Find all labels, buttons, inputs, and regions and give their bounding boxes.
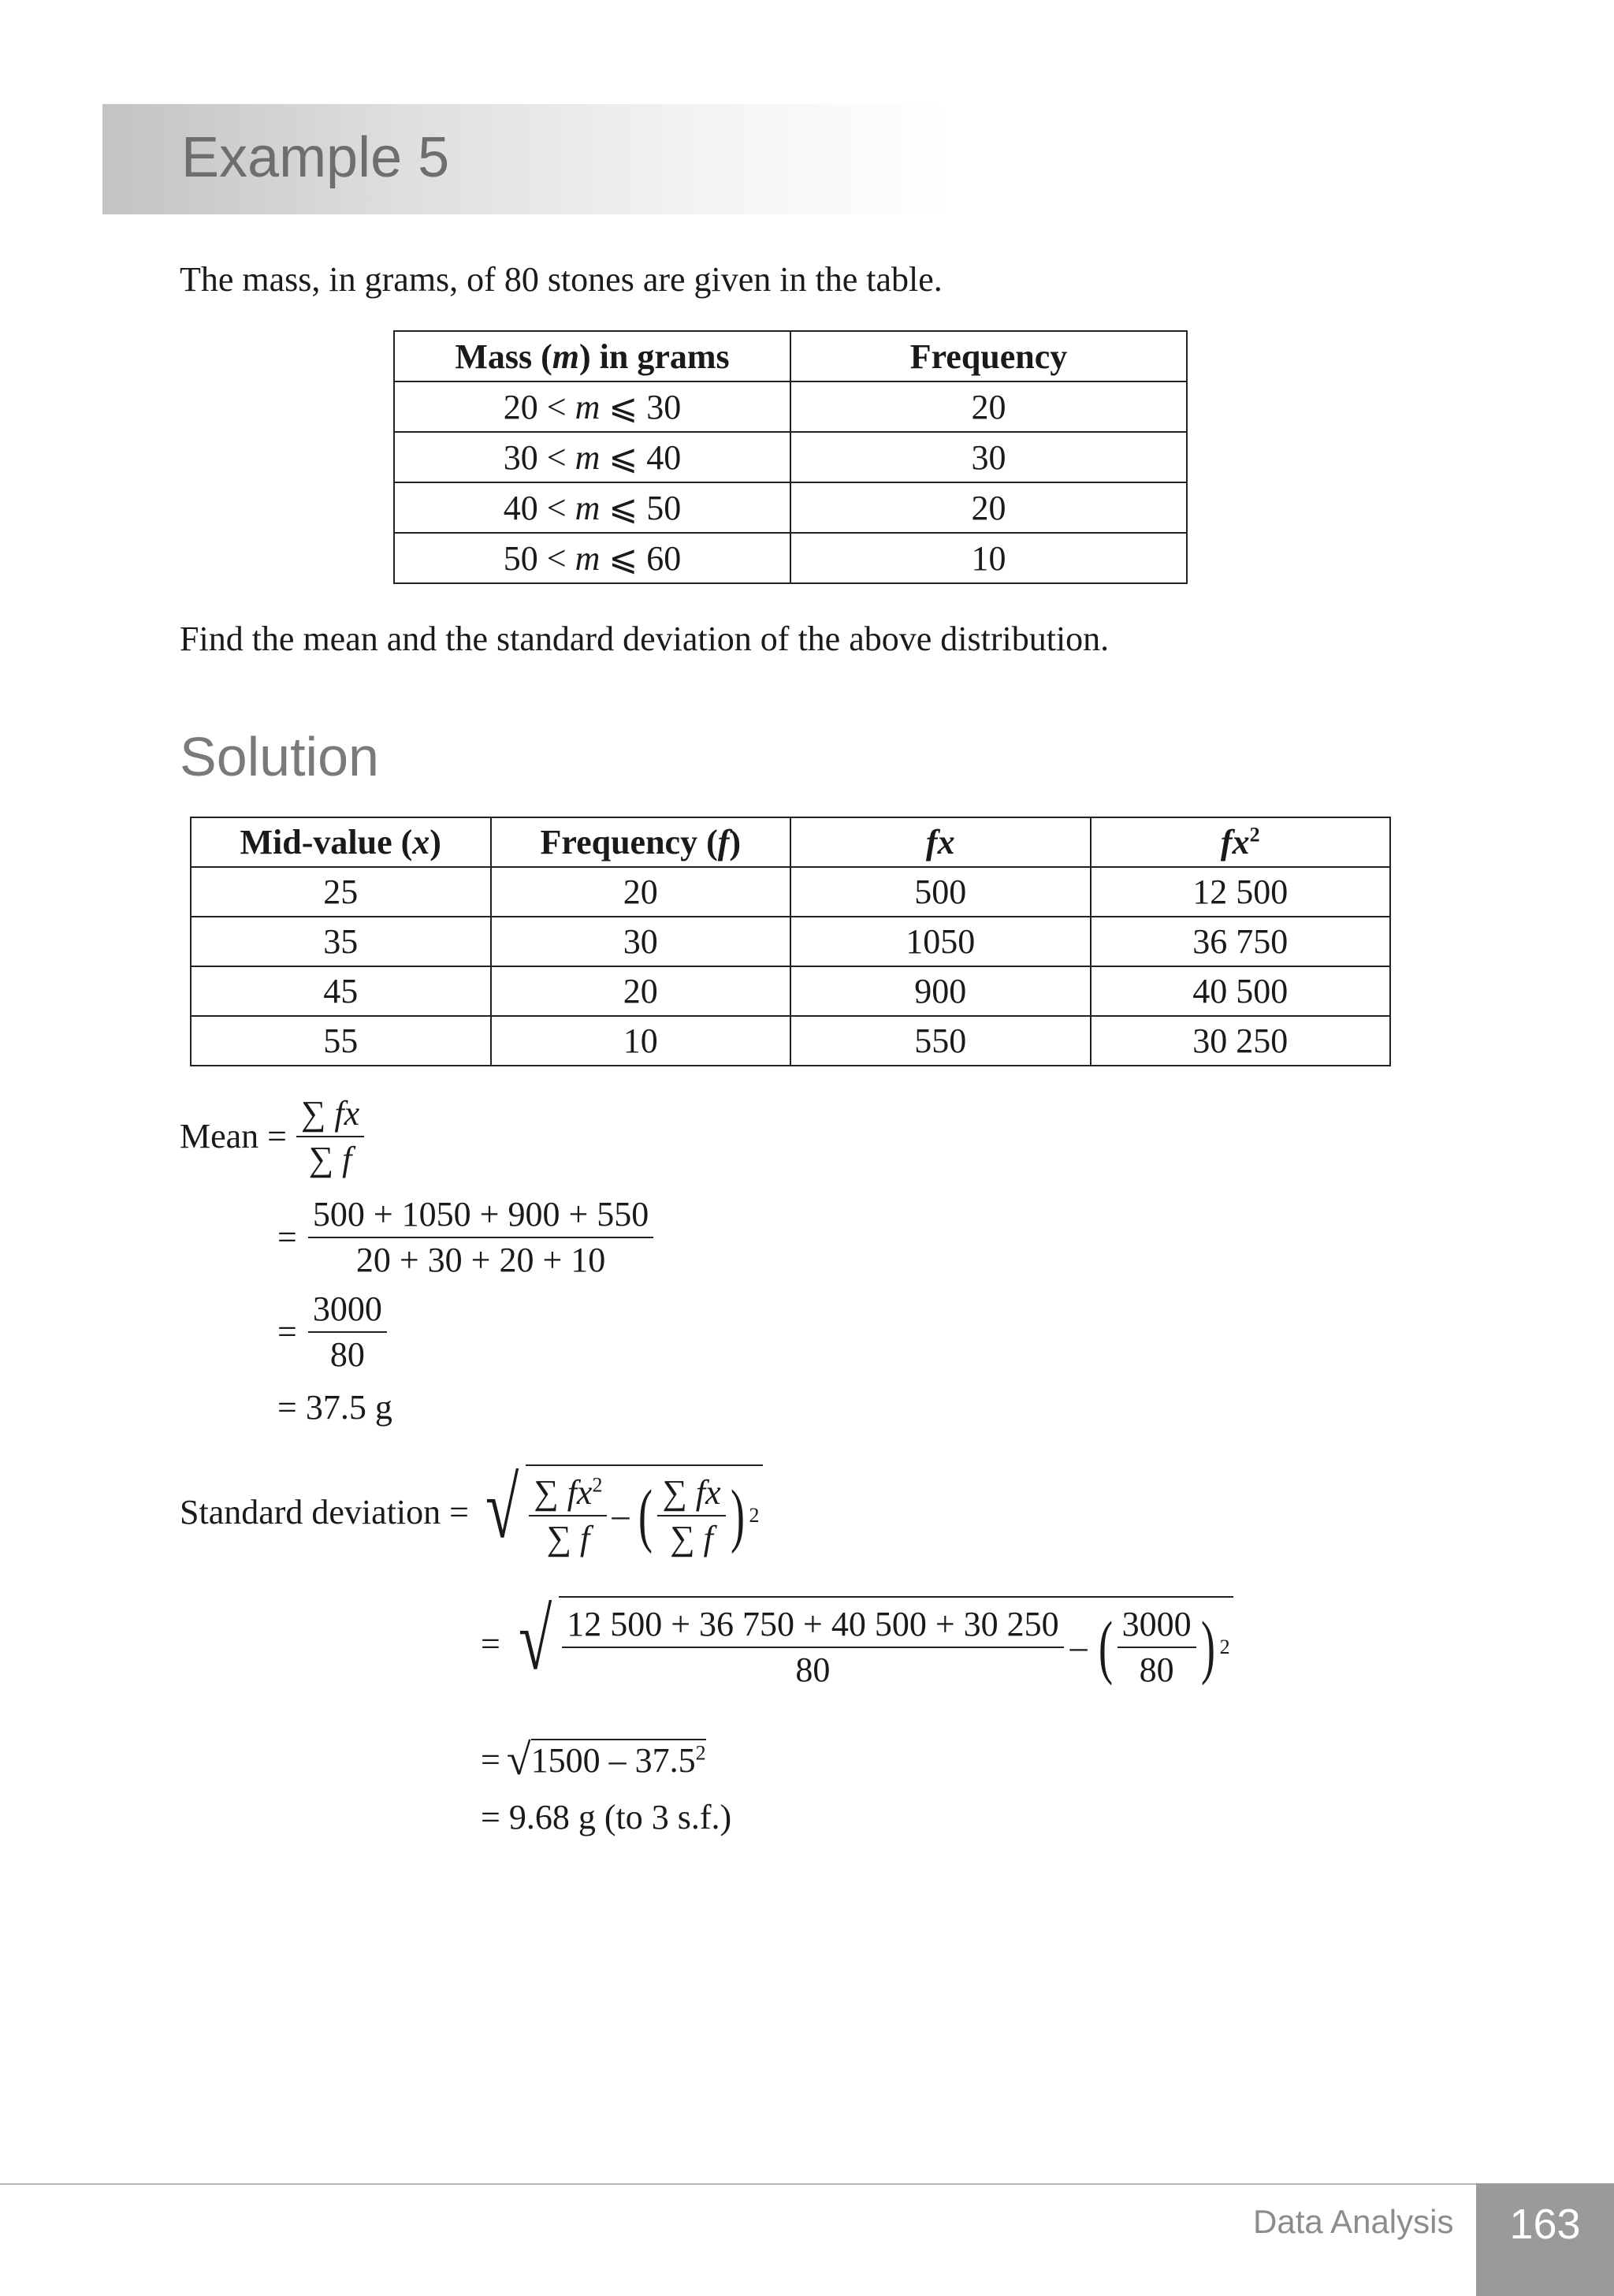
table-cell: 20 [491, 867, 791, 917]
table-cell: 35 [191, 917, 491, 966]
example-title: Example 5 [181, 126, 450, 189]
table-cell: 30 [790, 432, 1187, 482]
equals-sign: = [481, 1740, 500, 1779]
table-cell: 30 < m ⩽ 40 [394, 432, 790, 482]
page-number-box [1476, 2183, 1614, 2296]
fraction-denominator: 20 + 30 + 20 + 10 [355, 1241, 606, 1279]
table-header-row [191, 817, 1390, 867]
fraction-denominator: ∑ f [308, 1140, 352, 1178]
mass-frequency-table [393, 330, 1188, 584]
sd-step-2 [481, 1736, 706, 1784]
fraction-numerator: 500 + 1050 + 900 + 550 [308, 1193, 653, 1238]
table-row [394, 533, 1187, 583]
mean-step-2 [277, 1287, 387, 1377]
mean-formula [180, 1092, 364, 1181]
sd-result: = 9.68 g (to 3 s.f.) [481, 1798, 732, 1836]
table-cell: 30 250 [1091, 1016, 1391, 1066]
table-cell: 1050 [790, 917, 1091, 966]
table-cell: 20 [790, 381, 1187, 432]
intro-text: The mass, in grams, of 80 stones are given in the table. [180, 260, 943, 299]
table-cell: 550 [790, 1016, 1091, 1066]
fraction-numerator: 3000 [308, 1287, 387, 1333]
table-header: fx [790, 817, 1091, 867]
table-cell: 12 500 [1091, 867, 1391, 917]
sd-label: Standard deviation = [180, 1493, 469, 1531]
table-row [191, 917, 1390, 966]
table-cell: 36 750 [1091, 917, 1391, 966]
mean-result: = 37.5 g [277, 1388, 392, 1427]
equals-sign: = [481, 1624, 500, 1663]
table-cell: 40 < m ⩽ 50 [394, 482, 790, 533]
equals-sign: = [277, 1312, 297, 1351]
table-header: Frequency (f) [491, 817, 791, 867]
solution-table [190, 817, 1391, 1066]
table-row [191, 867, 1390, 917]
table-cell: 45 [191, 966, 491, 1016]
table-header-row [394, 331, 1187, 381]
table-row [394, 381, 1187, 432]
equals-sign: = [277, 1218, 297, 1256]
table-cell: 50 < m ⩽ 60 [394, 533, 790, 583]
sd-formula [180, 1460, 763, 1561]
table-cell: 10 [491, 1016, 791, 1066]
page-number: 163 [1509, 2200, 1581, 2248]
footer-section: Data Analysis [1253, 2203, 1454, 2240]
table-cell: 20 [491, 966, 791, 1016]
mean-step-1 [277, 1193, 653, 1282]
table-row [191, 1016, 1390, 1066]
table-cell: 10 [790, 533, 1187, 583]
sd-fraction-2: $\frac{\sum fx}{\sum f}$ [657, 1471, 725, 1561]
table-row [394, 482, 1187, 533]
table-cell: 55 [191, 1016, 491, 1066]
table-row [394, 432, 1187, 482]
table-header: $fx^2$ [1091, 817, 1391, 867]
sqrt-symbol: √ $\frac{12 500 + 36 750 + 40 500 + 30 250}{80}$ – ( $\frac{3000}{80}$ ) 2 [511, 1596, 1233, 1692]
sqrt-symbol: √ $\frac{\sum fx^2}{\sum f}$ – ( $\frac{\sum fx}{\sum f}$ ) 2 [478, 1464, 763, 1561]
mean-step1-fraction [308, 1193, 653, 1282]
sd-fraction-1: $\frac{\sum fx^2}{\sum f}$ [529, 1471, 607, 1561]
table-header: Frequency [790, 331, 1187, 381]
mean-label: Mean = [180, 1117, 287, 1155]
footer-divider [0, 2183, 1476, 2185]
table-header: Mid-value (x) [191, 817, 491, 867]
table-cell: 500 [790, 867, 1091, 917]
sd-step1-fraction-2: $\frac{3000}{80}$ [1118, 1602, 1196, 1692]
sd-step2-expression: 1500 – 37.5$^2$ [531, 1739, 706, 1781]
table-row [191, 966, 1390, 1016]
question-text: Find the mean and the standard deviation of the above distribution. [180, 620, 1110, 658]
table-cell: 30 [491, 917, 791, 966]
table-cell: 20 [790, 482, 1187, 533]
sqrt-symbol: √ [506, 1736, 531, 1784]
table-cell: 900 [790, 966, 1091, 1016]
fraction-denominator: 80 [329, 1335, 365, 1374]
sd-step-1 [481, 1591, 1233, 1692]
table-cell: 20 < m ⩽ 30 [394, 381, 790, 432]
mean-fraction [296, 1092, 364, 1181]
table-cell: 40 500 [1091, 966, 1391, 1016]
fraction-numerator: ∑ fx [296, 1092, 364, 1137]
sd-step1-fraction: $\frac{12 500 + 36 750 + 40 500 + 30 250}{80}$ [562, 1602, 1063, 1692]
table-cell: 25 [191, 867, 491, 917]
solution-heading: Solution [180, 726, 379, 787]
mean-step2-fraction [308, 1287, 387, 1377]
table-header: Mass (m) in grams [394, 331, 790, 381]
